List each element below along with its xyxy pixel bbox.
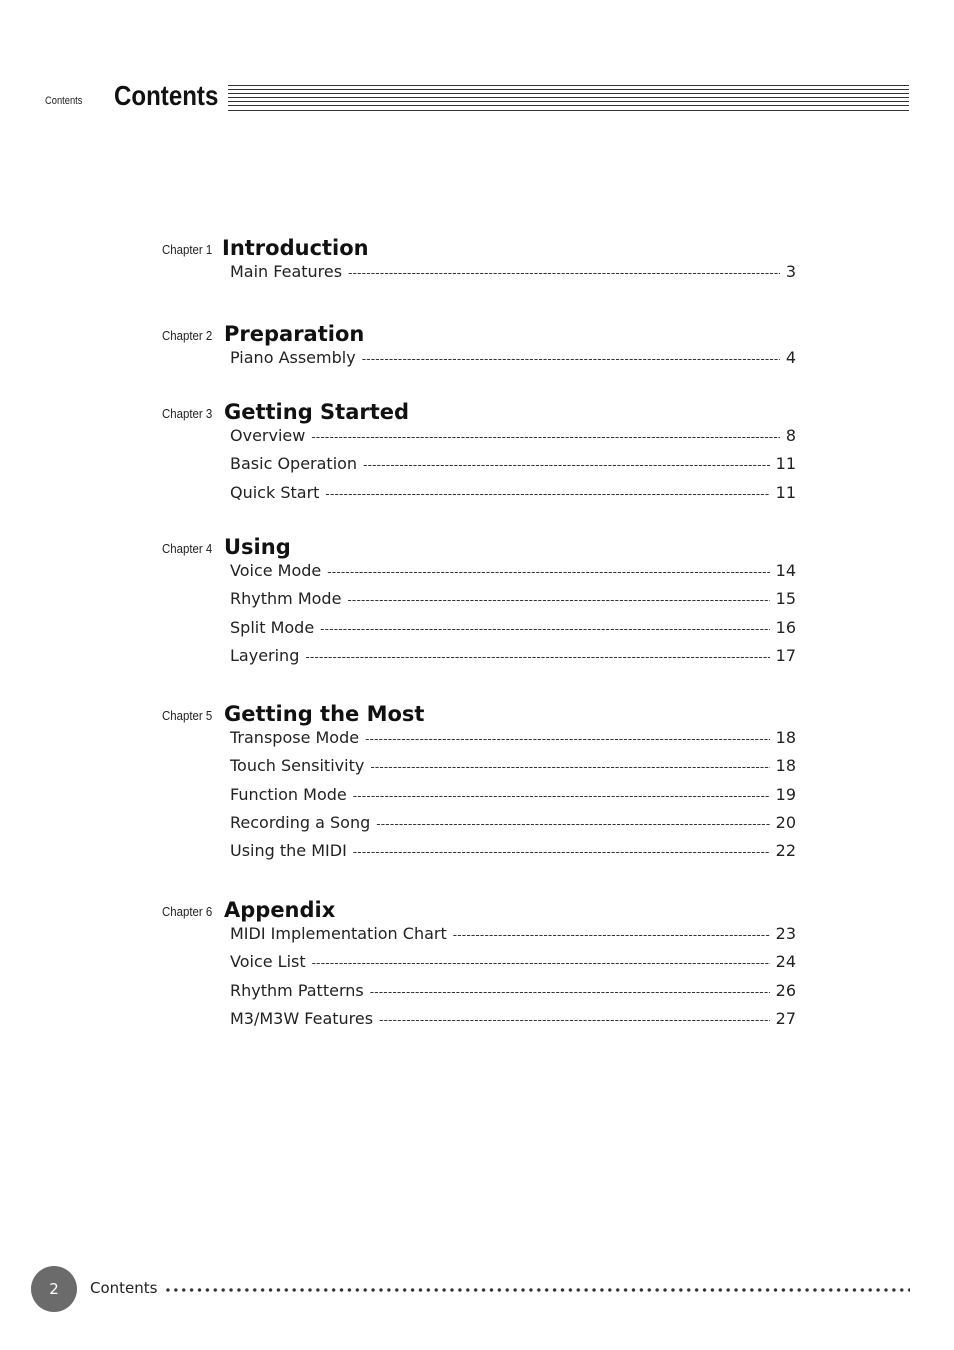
dot-leader [320, 622, 769, 636]
running-header-label: Contents [45, 95, 83, 107]
chapter-number: Chapter 1 [162, 242, 213, 257]
toc-entry[interactable] [230, 841, 796, 869]
dot-leader [327, 565, 769, 579]
toc-entry-page: 16 [775, 617, 796, 637]
toc-entry-page: 14 [775, 561, 796, 580]
chapter-number: Chapter 5 [162, 708, 213, 723]
toc-entry-label: M3/M3W Features [230, 1008, 374, 1028]
chapter-title[interactable]: Preparation [224, 322, 365, 346]
toc-entry-label: Rhythm Patterns [230, 980, 364, 1000]
chapter-section [162, 698, 802, 869]
toc-entry[interactable] [230, 785, 796, 813]
toc-entry-label: Overview [230, 426, 306, 445]
dot-leader [353, 789, 770, 803]
chapter-title[interactable]: Introduction [222, 236, 369, 260]
toc-entry-page: 18 [775, 728, 796, 747]
toc-entry-page: 8 [785, 426, 796, 445]
toc-entry-label: Quick Start [230, 482, 320, 502]
dot-leader [376, 817, 769, 831]
dot-leader [312, 956, 770, 970]
toc-entry-page: 15 [775, 589, 796, 609]
chapter-section [162, 894, 802, 1037]
dot-leader [370, 760, 769, 774]
toc-entry-label: Main Features [230, 262, 343, 281]
page-number-badge: 2 [31, 1266, 77, 1312]
toc-entry[interactable] [230, 348, 796, 376]
toc-entry[interactable] [230, 646, 796, 674]
chapter-section [162, 396, 802, 511]
dot-leader [365, 732, 770, 746]
chapter-title[interactable]: Getting Started [224, 400, 410, 424]
dot-leader [353, 845, 770, 859]
toc-entry[interactable] [230, 813, 796, 841]
toc-entry[interactable] [230, 426, 796, 454]
dot-leader [453, 928, 770, 942]
toc-entry-page: 11 [775, 482, 796, 502]
toc-entry-page: 27 [775, 1008, 796, 1028]
toc-entry[interactable] [230, 454, 796, 482]
toc-entry[interactable] [230, 483, 796, 511]
toc-entry-label: Recording a Song [230, 812, 371, 832]
toc-entry[interactable] [230, 756, 796, 784]
toc-entry-label: MIDI Implementation Chart [230, 924, 447, 943]
toc-entry[interactable] [230, 1009, 796, 1037]
toc-entry-label: Voice Mode [230, 561, 322, 580]
toc-entry-label: Voice List [230, 952, 306, 972]
dot-leader [362, 352, 780, 366]
page-title: Contents [114, 80, 219, 111]
dot-leader [311, 430, 779, 444]
toc-entry-label: Rhythm Mode [230, 589, 342, 609]
chapter-title[interactable]: Appendix [224, 898, 336, 922]
toc-entry-page: 23 [775, 924, 796, 943]
toc-entry-page: 4 [785, 348, 796, 367]
toc-entry-page: 18 [775, 756, 796, 776]
dot-leader [348, 266, 780, 280]
footer-dot-rule [164, 1287, 910, 1293]
toc-entry[interactable] [230, 262, 796, 290]
toc-entry-page: 22 [775, 841, 796, 861]
toc-entry[interactable] [230, 981, 796, 1009]
toc-entry[interactable] [230, 561, 796, 589]
toc-entry[interactable] [230, 728, 796, 756]
toc-entry-label: Split Mode [230, 617, 315, 637]
toc-entry-page: 3 [785, 262, 796, 281]
toc-entry[interactable] [230, 589, 796, 617]
dot-leader [363, 458, 770, 472]
toc-entry-label: Using the MIDI [230, 841, 347, 861]
toc-entry-page: 19 [775, 784, 796, 804]
toc-entry-label: Piano Assembly [230, 348, 356, 367]
chapter-section [162, 531, 802, 674]
toc-entry-page: 24 [775, 952, 796, 972]
toc-entry-label: Basic Operation [230, 454, 358, 474]
footer-section-label: Contents [90, 1279, 158, 1297]
toc-entry[interactable] [230, 952, 796, 980]
toc-entry-page: 20 [775, 812, 796, 832]
chapter-section [162, 318, 802, 376]
chapter-title[interactable]: Getting the Most [224, 702, 425, 726]
toc-entry-page: 26 [775, 980, 796, 1000]
toc-entry-page: 17 [775, 645, 796, 665]
toc-entry-page: 11 [775, 454, 796, 474]
dot-leader [370, 985, 770, 999]
toc-entry-label: Layering [230, 645, 300, 665]
chapter-number: Chapter 4 [162, 541, 213, 556]
dot-leader [379, 1013, 770, 1027]
toc-entry[interactable] [230, 618, 796, 646]
toc-entry-label: Transpose Mode [230, 728, 360, 747]
toc-entry-label: Touch Sensitivity [230, 756, 365, 776]
dot-leader [325, 487, 769, 501]
chapter-number: Chapter 6 [162, 904, 213, 919]
title-decorative-rules [228, 85, 909, 111]
toc-entry[interactable] [230, 924, 796, 952]
chapter-number: Chapter 2 [162, 328, 213, 343]
chapter-title[interactable]: Using [224, 535, 291, 559]
chapter-section [162, 232, 802, 290]
chapter-number: Chapter 3 [162, 406, 213, 421]
toc-entry-label: Function Mode [230, 784, 347, 804]
dot-leader [347, 593, 769, 607]
dot-leader [305, 650, 769, 664]
